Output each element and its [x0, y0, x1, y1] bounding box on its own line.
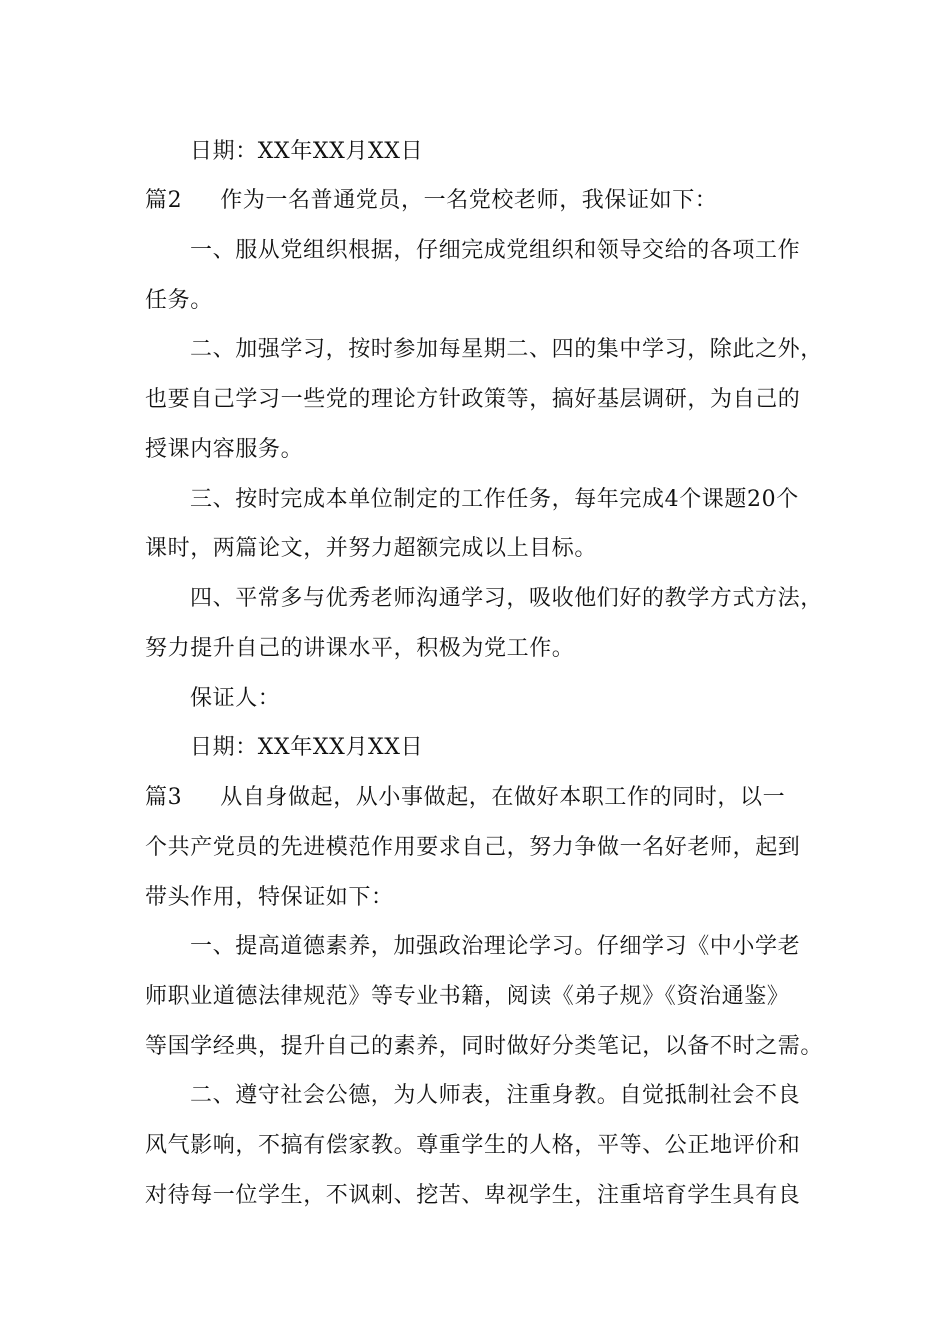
section-2-intro: 作为一名普通党员，一名党校老师，我保证如下： [220, 188, 718, 213]
paragraph-line: 二、遵守社会公德，为人师表，注重身教。自觉抵制社会不良 [190, 1083, 801, 1108]
paragraph-line: 带头作用，特保证如下： [145, 885, 394, 910]
paragraph-line: 二、加强学习，按时参加每星期二、四的集中学习，除此之外， [190, 337, 823, 362]
paragraph-line: 个共产党员的先进模范作用要求自己，努力争做一名好老师，起到 [145, 835, 801, 860]
section-3-line [145, 778, 825, 818]
paragraph-line: 课时，两篇论文，并努力超额完成以上目标。 [145, 536, 598, 561]
paragraph-line: 对待每一位学生，不讽刺、挖苦、卑视学生，注重培育学生具有良 [145, 1183, 801, 1208]
paragraph-line: 等国学经典，提升自己的素养，同时做好分类笔记，以备不时之需。 [145, 1034, 824, 1059]
paragraph-line: 一、提高道德素养，加强政治理论学习。仔细学习《中小学老 [190, 934, 801, 959]
date-line-1: 日期：XX年XX月XX日 [190, 139, 424, 164]
paragraph-line: 四、平常多与优秀老师沟通学习，吸收他们好的教学方式方法， [190, 586, 823, 611]
section-3-intro: 从自身做起，从小事做起，在做好本职工作的同时，以一 [220, 785, 786, 810]
paragraph-line: 师职业道德法律规范》等专业书籍，阅读《弟子规》《资治通鉴》 [145, 984, 790, 1009]
paragraph-line: 一、服从党组织根据，仔细完成党组织和领导交给的各项工作 [190, 238, 801, 263]
paragraph-line: 授课内容服务。 [145, 437, 304, 462]
section-2-label: 篇2 [145, 188, 183, 213]
paragraph-line: 风气影响，不搞有偿家教。尊重学生的人格，平等、公正地评价和 [145, 1133, 801, 1158]
section-3-label: 篇3 [145, 785, 183, 810]
section-2-line [145, 181, 825, 221]
paragraph-line: 努力提升自己的讲课水平，积极为党工作。 [145, 636, 575, 661]
paragraph-line: 任务。 [145, 288, 213, 313]
guarantor-line: 保证人： [190, 686, 281, 711]
date-line-2: 日期：XX年XX月XX日 [190, 735, 424, 760]
paragraph-line: 三、按时完成本单位制定的工作任务，每年完成4个课题20个 [190, 487, 799, 512]
paragraph-line: 也要自己学习一些党的理论方针政策等，搞好基层调研，为自己的 [145, 387, 801, 412]
